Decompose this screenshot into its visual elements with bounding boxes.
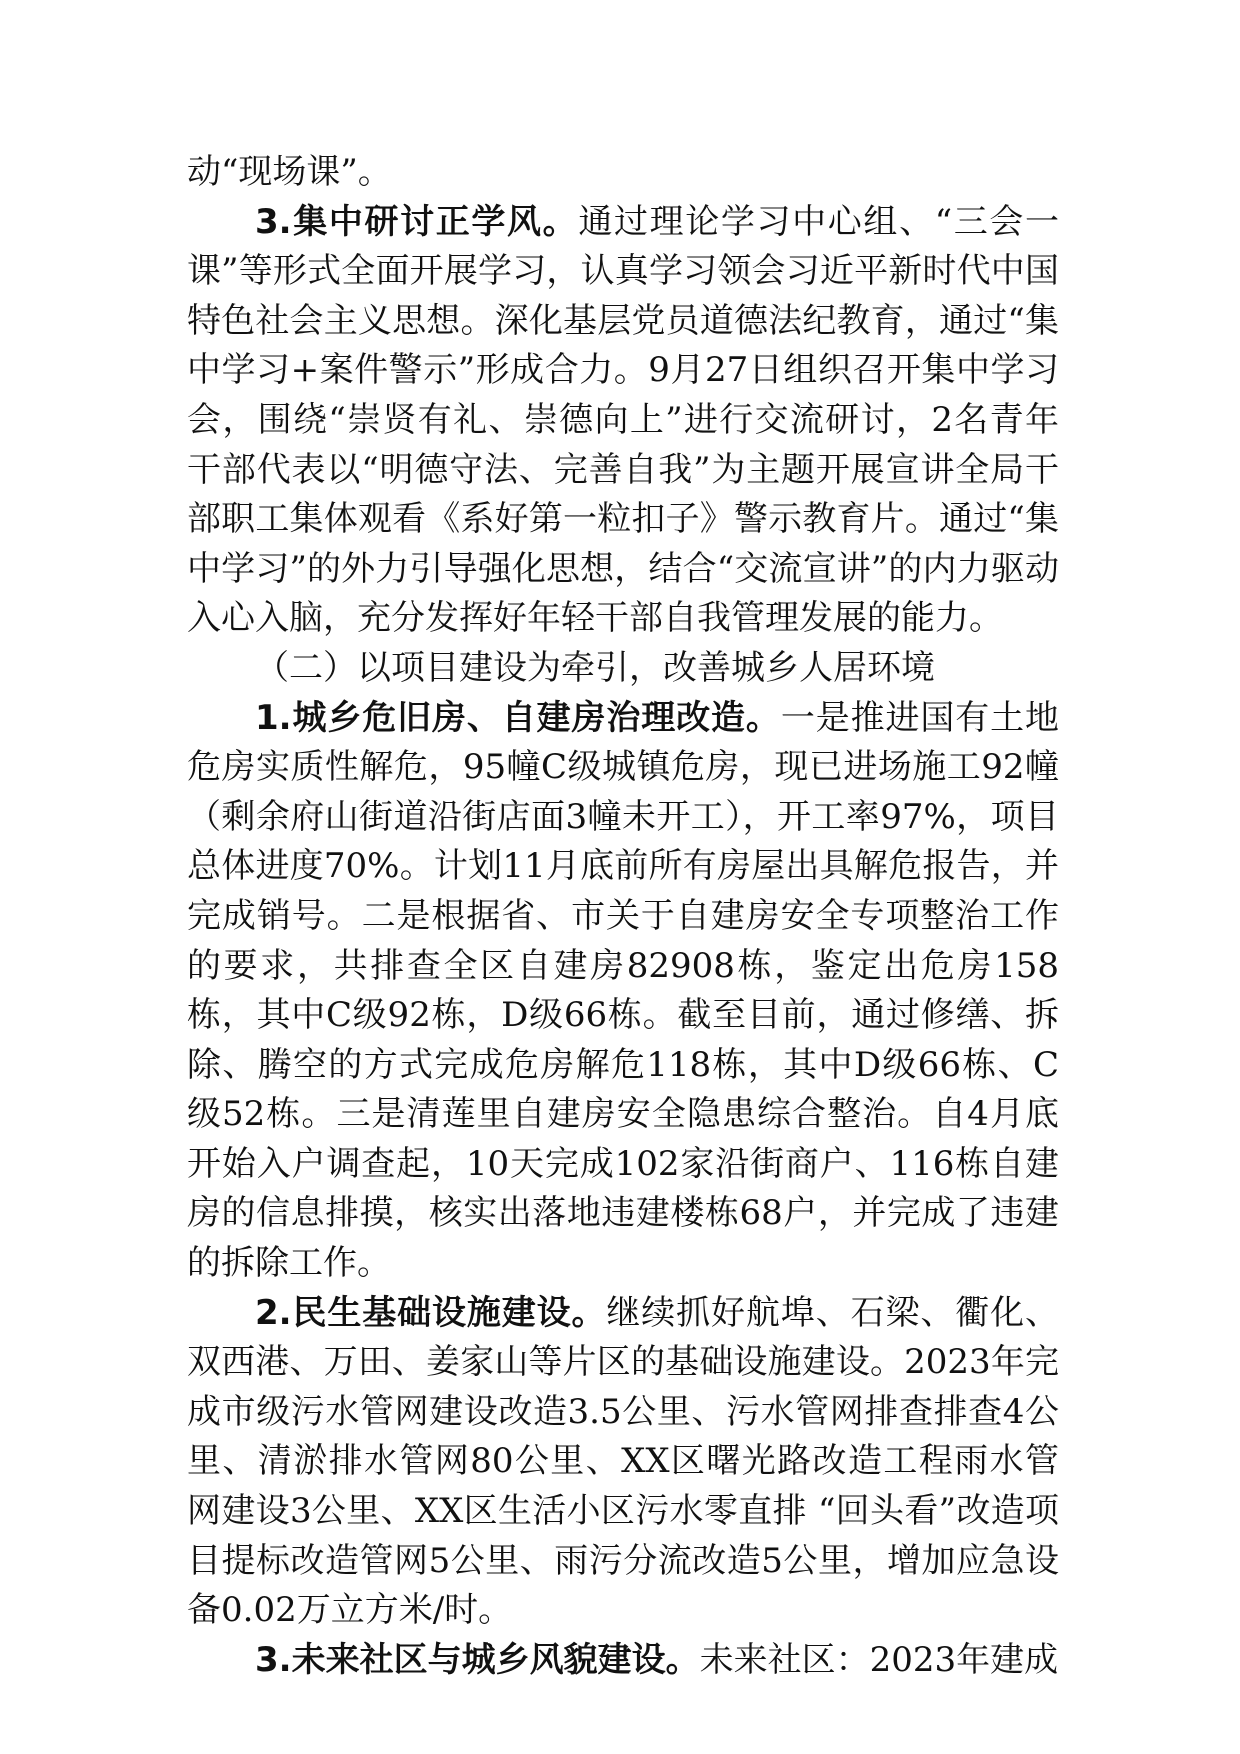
paragraph-heading: 3.未来社区与城乡风貌建设。 — [255, 1639, 700, 1680]
section-heading — [187, 644, 1059, 694]
document-body — [187, 148, 1059, 1685]
paragraph-text: 动“现场课”。 — [187, 152, 392, 192]
paragraph-future-community — [187, 1636, 1059, 1686]
paragraph-continuation — [187, 148, 1059, 198]
paragraph-text: 通过理论学习中心组、“三会一课”等形式全面开展学习，认真学习领会习近平新时代中国特色社会主义思想。深化基层党员道德法纪教育，通过“集中学习+案件警示”形成合力。9月27日组织召开集中学习会，围绕“崇贤有礼、崇德向上”进行交流研讨，2名青年干部代表以“明德守法、完善自我”为主题开展宣讲全局干部职工集体观看《系好第一粒扣子》警示教育片。通过“集中学习”的外力引导强化思想，结合“交流宣讲”的内力驱动入心入脑，充分发挥好年轻干部自我管理发展的能力。 — [187, 201, 1060, 639]
paragraph-study-style — [187, 198, 1059, 644]
paragraph-text: 继续抓好航埠、石梁、衢化、双西港、万田、姜家山等片区的基础设施建设。2023年完成市级污水管网建设改造3.5公里、污水管网排查排查4公里、清淤排水管网80公里、XX区曙光路改造工程雨水管网建设3公里、XX区生活小区污水零直排 “回头看”改造项目提标改造管网5公里、雨污分流改造5公里，增加应急设备0.02万立方米/时。 — [187, 1292, 1059, 1631]
paragraph-heading: 3.集中研讨正学风。 — [255, 201, 579, 242]
paragraph-infrastructure — [187, 1289, 1059, 1636]
paragraph-housing-renovation — [187, 694, 1059, 1289]
paragraph-text: 未来社区：2023年建成 — [699, 1639, 1059, 1680]
paragraph-heading: 1.城乡危旧房、自建房治理改造。 — [255, 697, 781, 738]
paragraph-text: 一是推进国有土地危房实质性解危，95幢C级城镇危房，现已进场施工92幢（剩余府山街道沿街店面3幢未开工），开工率97%，项目总体进度70%。计划11月底前所有房屋出具解危报告，并完成销号。二是根据省、市关于自建房安全专项整治工作的要求，共排查全区自建房82908栋，鉴定出危房158栋，其中C级92栋，D级66栋。截至目前，通过修缮、拆除、腾空的方式完成危房解危118栋，其中D级66栋、C级52栋。三是清莲里自建房安全隐患综合整治。自4月底开始入户调查起，10天完成102家沿街商户、116栋自建房的信息排摸，核实出落地违建楼栋68户，并完成了违建的拆除工作。 — [187, 697, 1060, 1284]
paragraph-heading: 2.民生基础设施建设。 — [255, 1292, 607, 1333]
section-heading-text: （二）以项目建设为牵引，改善城乡人居环境 — [255, 647, 935, 688]
